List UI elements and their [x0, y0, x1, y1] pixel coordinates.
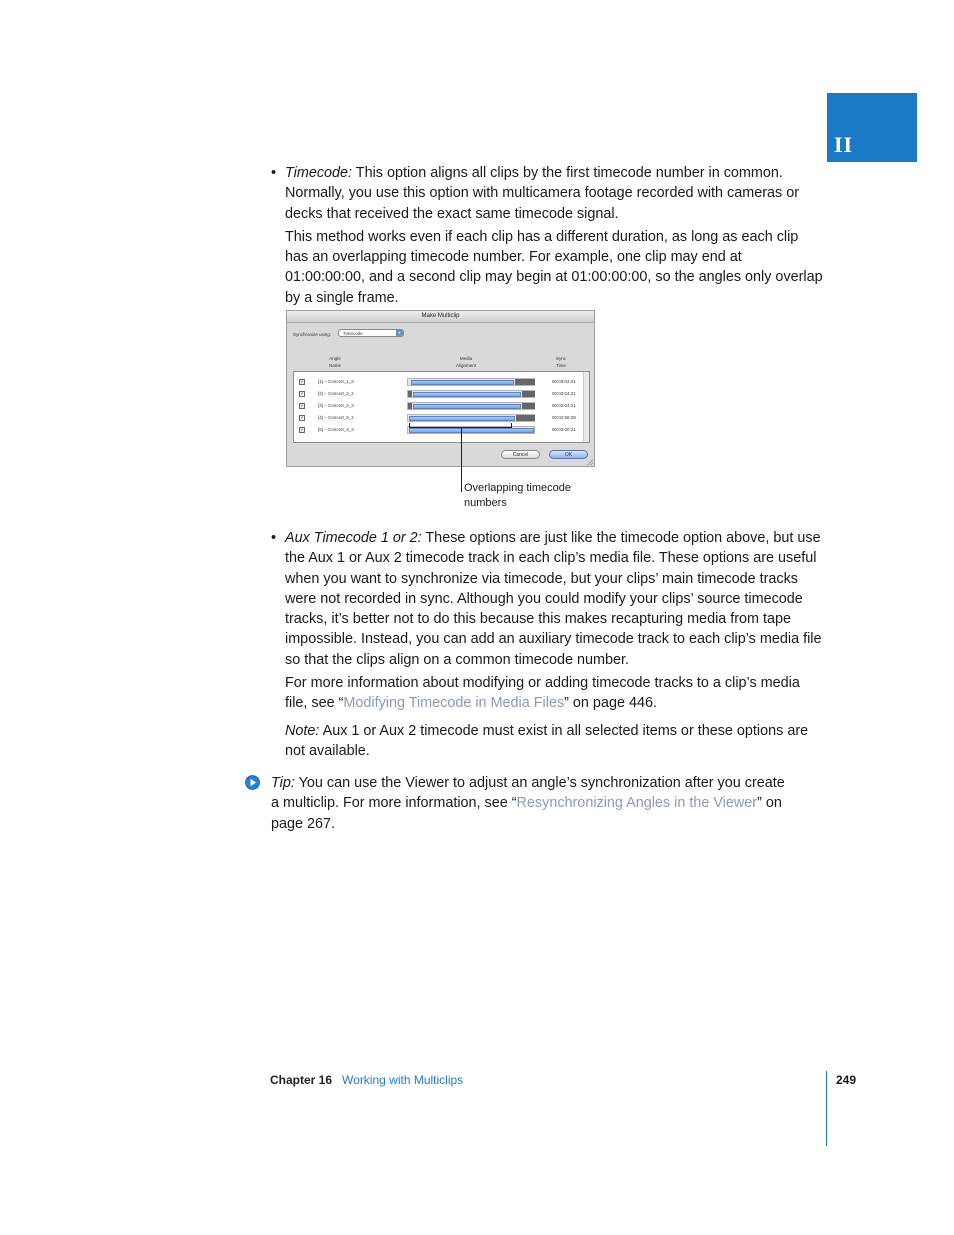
- col-angle-header: [315, 355, 355, 369]
- cancel-button[interactable]: Cancel: [501, 450, 540, 459]
- chapter-title[interactable]: Working with Multiclips: [342, 1073, 464, 1087]
- tip-arrow-icon: [245, 775, 260, 790]
- alignment-track: [407, 390, 535, 398]
- angle-list: [293, 371, 590, 443]
- timecode-bullet: [271, 163, 825, 308]
- aux-p2-after: ” on page 446.: [564, 695, 657, 712]
- ok-button[interactable]: OK: [549, 450, 588, 459]
- section-tab: [827, 93, 917, 162]
- note-paragraph: [285, 721, 825, 762]
- bullet-marker: •: [271, 530, 277, 546]
- tip-text-after: ” on page 267.: [271, 795, 782, 832]
- note-text: Aux 1 or Aux 2 timecode must exist in all selected items or these options are not available.: [285, 722, 809, 759]
- angle-name: [3] – Concert_3_2: [318, 403, 354, 408]
- media-bar[interactable]: [413, 392, 521, 397]
- sync-time: 00:02:58:29: [552, 415, 576, 420]
- offset-bar: [408, 403, 412, 409]
- col-sync-header: [541, 355, 581, 369]
- aux-timecode-bullet: [271, 528, 825, 761]
- callout-label: [464, 481, 571, 511]
- media-bar[interactable]: [409, 428, 534, 433]
- offset-bar: [515, 379, 535, 385]
- angle-name: [5] – Concert_4_2: [318, 427, 354, 432]
- media-bar[interactable]: [409, 416, 515, 421]
- angle-row: [294, 377, 584, 389]
- offset-bar: [522, 391, 535, 397]
- aux-paragraph-2: [285, 673, 825, 714]
- angle-checkbox[interactable]: ✓: [300, 403, 305, 409]
- note-term: Note:: [285, 722, 320, 739]
- aux-p2-before: For more information about modifying or adding timecode tracks to a clip’s media file, see “: [285, 675, 800, 712]
- sync-select[interactable]: [338, 329, 404, 337]
- angle-row: [294, 389, 584, 401]
- alignment-track: [407, 402, 535, 410]
- sync-time: 00:03:00:21: [552, 427, 576, 432]
- col-time-label: Time: [556, 363, 566, 368]
- media-bar[interactable]: [411, 380, 514, 385]
- offset-bar: [408, 391, 412, 397]
- sync-select-value: Timecode: [343, 331, 363, 336]
- callout-line-1: Overlapping timecode: [464, 482, 572, 494]
- aux-paragraph: [285, 528, 825, 670]
- sync-time: 00:03:02:21: [552, 379, 576, 384]
- chapter-number: Chapter 16: [270, 1073, 333, 1087]
- tip-text-before: You can use the Viewer to adjust an angle’s synchronization after you create a multiclip. For more information, see “: [271, 775, 785, 812]
- callout-line-2: numbers: [464, 497, 507, 509]
- bullet-marker: •: [271, 165, 277, 181]
- callout-line: [461, 428, 462, 492]
- angle-checkbox[interactable]: ✓: [300, 379, 305, 385]
- col-alignment-label: Alignment: [455, 363, 476, 368]
- page-number: 249: [836, 1073, 857, 1087]
- resynchronizing-link[interactable]: Resynchronizing Angles in the Viewer: [516, 795, 758, 812]
- sync-label: Synchronize using:: [293, 332, 332, 337]
- tip-paragraph: [271, 773, 791, 834]
- media-bar[interactable]: [413, 404, 521, 409]
- offset-bar: [522, 403, 535, 409]
- sync-time: 00:03:04:21: [552, 391, 576, 396]
- sync-time: 00:03:04:21: [552, 403, 576, 408]
- chevron-down-icon: ▾: [396, 330, 403, 336]
- col-name-label: Name: [328, 363, 341, 368]
- angle-checkbox[interactable]: ✓: [300, 391, 305, 397]
- offset-bar: [516, 415, 535, 421]
- section-tab-label: II: [834, 132, 854, 157]
- angle-row: [294, 401, 584, 413]
- timecode-paragraph-2: This method works even if each clip has a different duration, as long as each clip has an overlapping timecode number. For example, one clip may end at 01:00:00:00, and a second clip may begin at 01:00:00:00, so the angles only overlap by a single frame.: [285, 228, 823, 306]
- footer-divider: [826, 1071, 827, 1146]
- aux-term: Aux Timecode 1 or 2:: [285, 530, 422, 546]
- alignment-track: [407, 378, 535, 386]
- timecode-term: Timecode:: [285, 165, 353, 181]
- col-media-header: [446, 355, 486, 369]
- col-media-label: Media: [459, 356, 473, 361]
- angle-checkbox[interactable]: ✓: [300, 427, 305, 433]
- angle-checkbox[interactable]: ✓: [300, 415, 305, 421]
- tip-term: Tip:: [271, 775, 295, 791]
- make-multiclip-dialog: [286, 310, 595, 467]
- dialog-title: Make Multiclip: [287, 311, 594, 323]
- footer-chapter: [270, 1073, 463, 1087]
- alignment-track: [407, 414, 535, 422]
- timecode-text: This option aligns all clips by the first timecode number in common. Normally, you use this option with multicamera footage recorded with cameras or decks that received the exact same timecode signal.: [285, 165, 800, 222]
- resize-grip-icon[interactable]: [587, 459, 593, 465]
- angle-name: [1] – Concert_1_2: [318, 379, 354, 384]
- aux-text: These options are just like the timecode option above, but use the Aux 1 or Aux 2 timecode track in each clip’s media file. These options are useful when you want to synchronize via timecode, but your clips’ main timecode tracks were not recorded in sync. Although you could modify your clips’ source timecode tracks, it’s better not to do this because this makes recapturing media from tape impossible. Instead, you can add an auxiliary timecode track to each clip’s media file so that the clips align on a common timecode number.: [285, 530, 822, 668]
- col-angle-label: Angle: [329, 356, 341, 361]
- angle-name: [4] – Concert_5_2: [318, 415, 354, 420]
- col-sync-label: Sync: [555, 356, 566, 361]
- modifying-timecode-link[interactable]: Modifying Timecode in Media Files: [343, 695, 565, 712]
- timecode-paragraph: [285, 163, 825, 224]
- tip-text-block: [271, 773, 791, 834]
- angle-name: [2] – Concert_2_2: [318, 391, 354, 396]
